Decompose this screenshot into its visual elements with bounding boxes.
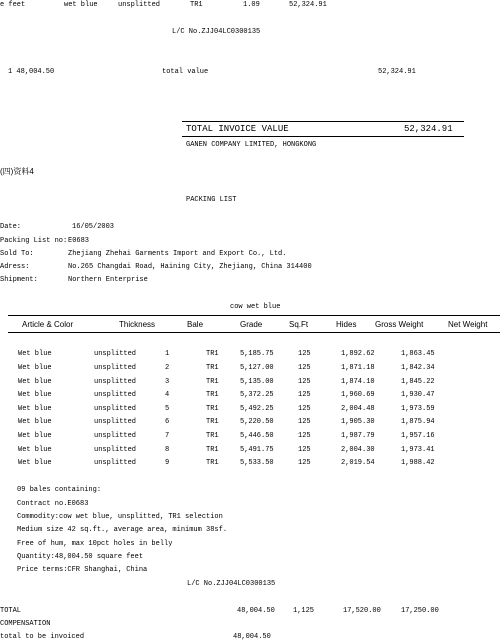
row-thickness: unsplitted	[94, 364, 137, 372]
note-line: Contract no.E0683	[17, 500, 89, 508]
row-gross-weight: 1,987.79	[341, 432, 375, 440]
row-sqft: 5,127.00	[240, 364, 274, 372]
total-value-qty: 1 48,004.50	[8, 68, 55, 76]
note-line: Quantity:48,004.50 square feet	[17, 553, 144, 561]
field-label-address: Adress:	[0, 263, 30, 271]
row-sqft: 5,491.75	[240, 446, 274, 454]
row-grade: TR1	[206, 432, 219, 440]
col-header-thickness: Thickness	[119, 320, 156, 329]
row-hides: 125	[298, 418, 311, 426]
col-header-hides: Hides	[336, 320, 357, 329]
row-net-weight: 1,973.41	[401, 446, 435, 454]
totals-sqft: 48,004.50	[237, 607, 275, 615]
field-value-shipment: Northern Enterprise	[68, 276, 148, 284]
col-header-grade: Grade	[240, 320, 263, 329]
row-net-weight: 1,875.94	[401, 418, 435, 426]
row-color: Wet blue	[18, 350, 52, 358]
row-gross-weight: 2,004.30	[341, 446, 375, 454]
row-color: Wet blue	[18, 446, 52, 454]
row-sqft: 5,372.25	[240, 391, 274, 399]
row-gross-weight: 2,019.54	[341, 459, 375, 467]
row-bale: 9	[165, 459, 170, 467]
row-thickness: unsplitted	[94, 350, 137, 358]
row-hides: 125	[298, 364, 311, 372]
invoice-price: 1.09	[243, 1, 260, 9]
invoice-amount: 52,324.91	[289, 1, 327, 9]
row-color: Wet blue	[18, 459, 52, 467]
row-net-weight: 1,842.34	[401, 364, 435, 372]
note-line: Free of hum, max 10pct holes in belly	[17, 540, 173, 548]
row-grade: TR1	[206, 350, 219, 358]
row-color: Wet blue	[18, 405, 52, 413]
compensation-label: COMPENSATION	[0, 620, 51, 628]
field-label-sold-to: Sold To:	[0, 250, 34, 258]
row-bale: 3	[165, 378, 170, 386]
field-value-packing-no: E0683	[68, 237, 90, 245]
row-net-weight: 1,957.16	[401, 432, 435, 440]
invoice-color: wet blue	[64, 1, 98, 9]
note-line: Price terms:CFR Shanghai, China	[17, 566, 148, 574]
totals-hides: 1,125	[293, 607, 315, 615]
row-hides: 125	[298, 446, 311, 454]
row-net-weight: 1,973.59	[401, 405, 435, 413]
row-thickness: unsplitted	[94, 446, 137, 454]
invoice-total-top-rule	[182, 121, 464, 122]
row-gross-weight: 1,960.69	[341, 391, 375, 399]
row-bale: 1	[165, 350, 170, 358]
row-grade: TR1	[206, 378, 219, 386]
company-name: GANEN COMPANY LIMITED, HONGKONG	[186, 141, 317, 149]
row-bale: 7	[165, 432, 170, 440]
row-grade: TR1	[206, 364, 219, 372]
row-bale: 8	[165, 446, 170, 454]
row-sqft: 5,492.25	[240, 405, 274, 413]
invoice-bale: TR1	[190, 1, 203, 9]
product-name: cow wet blue	[230, 303, 281, 311]
note-line: Medium size 42 sq.ft., average area, minimum 38sf.	[17, 526, 228, 534]
row-gross-weight: 1,892.62	[341, 350, 375, 358]
col-header-net-weight: Net Weight	[448, 320, 488, 329]
field-value-sold-to: Zhejiang Zhehai Garments Import and Export Co., Ltd.	[68, 250, 287, 258]
row-thickness: unsplitted	[94, 418, 137, 426]
row-bale: 4	[165, 391, 170, 399]
totals-net: 17,250.00	[401, 607, 439, 615]
totals-label: TOTAL	[0, 607, 22, 615]
row-gross-weight: 1,905.30	[341, 418, 375, 426]
col-header-sqft: Sq.Ft	[289, 320, 309, 329]
row-bale: 5	[165, 405, 170, 413]
lc-number-top: L/C No.ZJJ04LC0300135	[172, 28, 261, 36]
row-color: Wet blue	[18, 391, 52, 399]
row-thickness: unsplitted	[94, 459, 137, 467]
invoice-unit: e feet	[0, 1, 26, 9]
row-color: Wet blue	[18, 432, 52, 440]
packing-list-title: PACKING LIST	[186, 196, 237, 204]
row-color: Wet blue	[18, 378, 52, 386]
invoice-total-amount: 52,324.91	[404, 124, 453, 134]
invoice-thickness: unsplitted	[118, 1, 161, 9]
row-grade: TR1	[206, 418, 219, 426]
row-gross-weight: 2,004.48	[341, 405, 375, 413]
note-line: Commodity:cow wet blue, unsplitted, TR1 selection	[17, 513, 223, 521]
field-label-packing-no: Packing List no:	[0, 237, 68, 245]
col-header-gross-weight: Gross Weight	[375, 320, 424, 329]
row-net-weight: 1,988.42	[401, 459, 435, 467]
row-grade: TR1	[206, 391, 219, 399]
totals-gross: 17,520.00	[343, 607, 381, 615]
field-value-date: 16/05/2003	[72, 223, 115, 231]
row-grade: TR1	[206, 405, 219, 413]
row-thickness: unsplitted	[94, 378, 137, 386]
row-gross-weight: 1,871.18	[341, 364, 375, 372]
col-header-bale: Bale	[187, 320, 204, 329]
invoice-total-bottom-rule	[182, 136, 464, 137]
field-value-address: No.265 Changdai Road, Haining City, Zhejiang, China 314400	[68, 263, 312, 271]
field-label-date: Date:	[0, 223, 22, 231]
field-label-shipment: Shipment:	[0, 276, 38, 284]
row-bale: 6	[165, 418, 170, 426]
row-net-weight: 1,930.47	[401, 391, 435, 399]
row-grade: TR1	[206, 446, 219, 454]
row-hides: 125	[298, 391, 311, 399]
row-sqft: 5,135.00	[240, 378, 274, 386]
row-sqft: 5,533.50	[240, 459, 274, 467]
invoiced-value: 48,004.50	[233, 633, 271, 641]
row-thickness: unsplitted	[94, 432, 137, 440]
lc-number-bottom: L/C No.ZJJ04LC0300135	[187, 580, 276, 588]
row-color: Wet blue	[18, 364, 52, 372]
row-gross-weight: 1,874.10	[341, 378, 375, 386]
row-thickness: unsplitted	[94, 391, 137, 399]
row-sqft: 5,220.50	[240, 418, 274, 426]
row-hides: 125	[298, 378, 311, 386]
row-sqft: 5,446.50	[240, 432, 274, 440]
total-value-label: total value	[162, 68, 209, 76]
row-bale: 2	[165, 364, 170, 372]
invoice-total-label: TOTAL INVOICE VALUE	[186, 124, 289, 134]
row-grade: TR1	[206, 459, 219, 467]
row-net-weight: 1,845.22	[401, 378, 435, 386]
total-value-amount: 52,324.91	[378, 68, 416, 76]
row-hides: 125	[298, 459, 311, 467]
table-header-top-rule	[8, 315, 500, 316]
invoiced-label: total to be invoiced	[0, 633, 85, 641]
row-hides: 125	[298, 432, 311, 440]
row-hides: 125	[298, 405, 311, 413]
col-header-article: Article & Color	[22, 320, 74, 329]
row-sqft: 5,185.75	[240, 350, 274, 358]
row-net-weight: 1,863.45	[401, 350, 435, 358]
row-color: Wet blue	[18, 418, 52, 426]
note-line: 09 bales containing:	[17, 486, 102, 494]
row-hides: 125	[298, 350, 311, 358]
section-label: (四)资料4	[0, 167, 34, 176]
table-header-bottom-rule	[8, 332, 500, 333]
row-thickness: unsplitted	[94, 405, 137, 413]
